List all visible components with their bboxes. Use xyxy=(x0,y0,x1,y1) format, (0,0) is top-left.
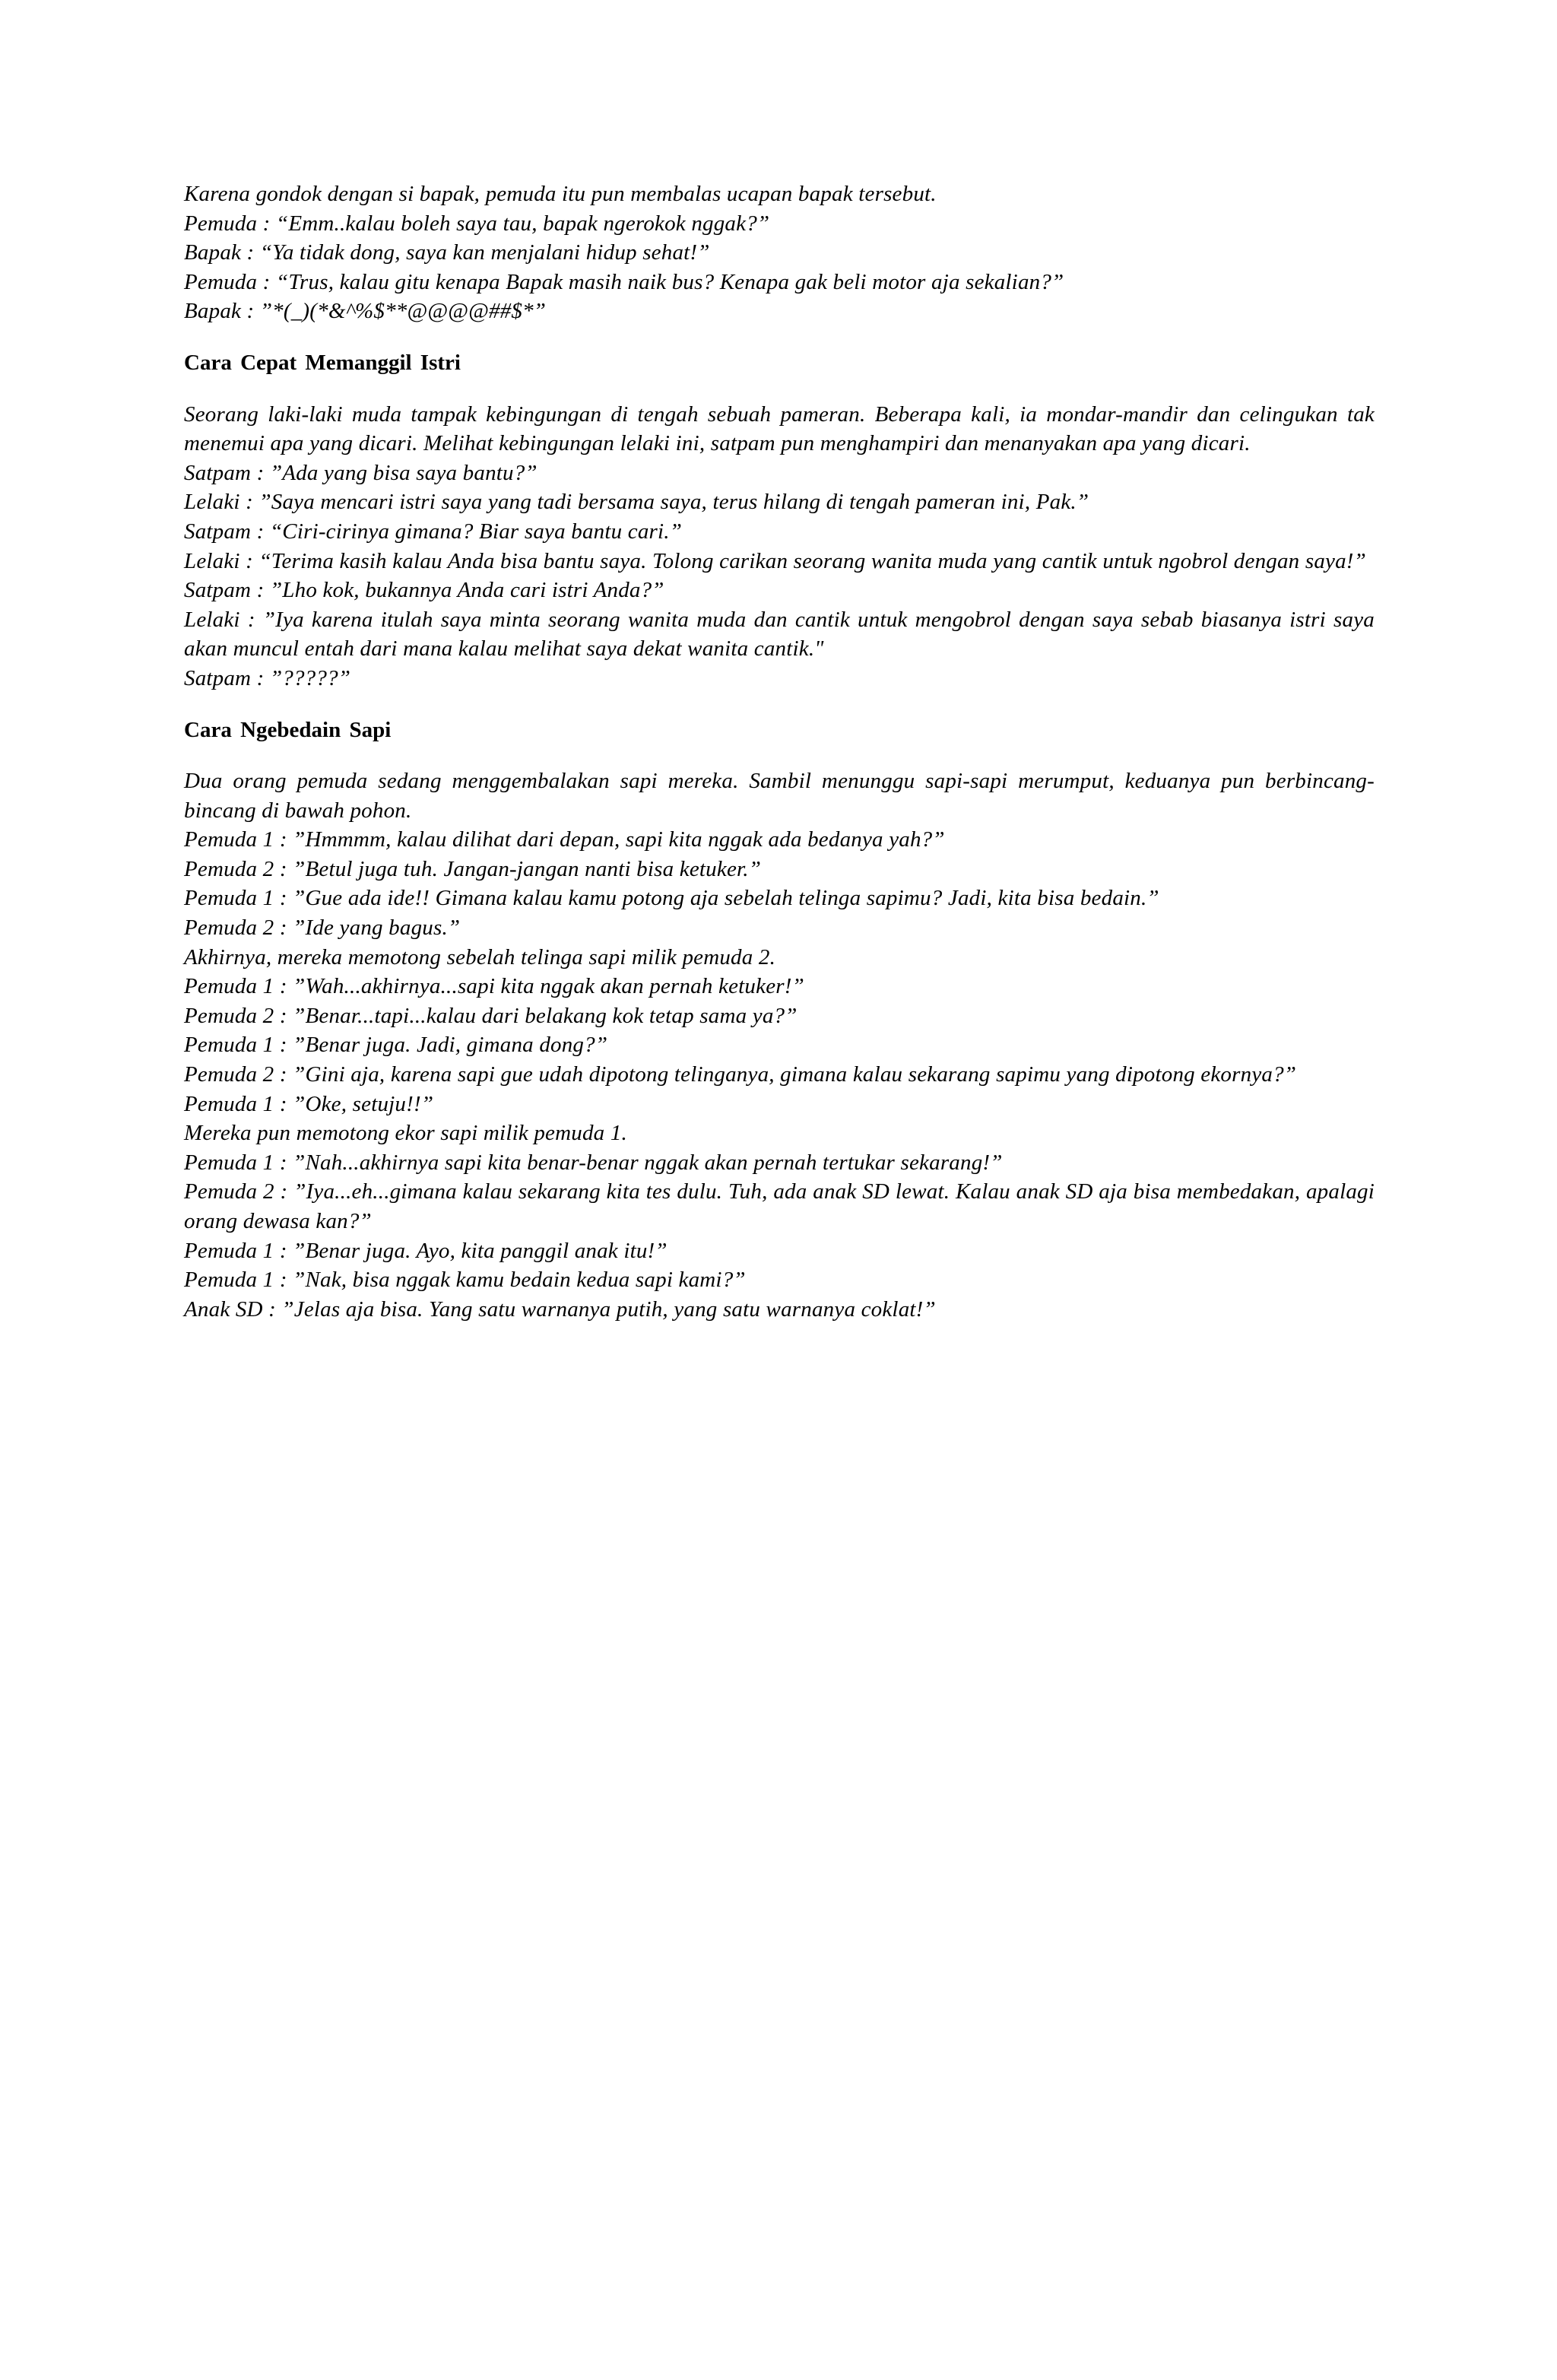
narration-paragraph: Seorang laki-laki muda tampak kebingungan di tengah sebuah pameran. Beberapa kali, ia mondar-mandir dan celingukan tak menemui apa yang dicari. Melihat kebingungan lelaki ini, satpam pun menghampiri dan menanyakan apa yang dicari. xyxy=(184,401,1375,456)
story-section-1 xyxy=(184,348,1375,693)
intro-section xyxy=(184,179,1375,326)
dialogue-line: Satpam : ”Ada yang bisa saya bantu?” xyxy=(184,460,537,485)
dialogue-line: Pemuda 1 : ”Oke, setuju!!” xyxy=(184,1091,434,1116)
dialogue-line: Pemuda 1 : ”Benar juga. Ayo, kita panggil anak itu!” xyxy=(184,1238,668,1263)
dialogue-line: Pemuda 1 : ”Benar juga. Jadi, gimana dong?” xyxy=(184,1033,608,1058)
document-page xyxy=(184,179,1375,1324)
dialogue-line: Pemuda 1 : ”Hmmmm, kalau dilihat dari depan, sapi kita nggak ada bedanya yah?” xyxy=(184,827,945,852)
spacer xyxy=(184,326,1375,348)
dialogue-line: Pemuda 1 : ”Gue ada ide!! Gimana kalau kamu potong aja sebelah telinga sapimu? Jadi, kita bisa bedain.” xyxy=(184,886,1159,911)
dialogue-line: Pemuda 1 : ”Nah...akhirnya sapi kita benar-benar nggak akan pernah tertukar sekarang!” xyxy=(184,1150,1003,1175)
dialogue-line: Pemuda : “Trus, kalau gitu kenapa Bapak masih naik bus? Kenapa gak beli motor aja sekalian?” xyxy=(184,269,1064,294)
dialogue-line: Karena gondok dengan si bapak, pemuda itu pun membalas ucapan bapak tersebut. xyxy=(184,182,937,206)
dialogue-paragraph: Lelaki : “Terima kasih kalau Anda bisa bantu saya. Tolong carikan seorang wanita muda yang cantik untuk ngobrol dengan saya!” xyxy=(184,548,1366,573)
dialogue-line: Anak SD : ”Jelas aja bisa. Yang satu warnanya putih, yang satu warnanya coklat!” xyxy=(184,1296,936,1322)
narration-line: Mereka pun memotong ekor sapi milik pemuda 1. xyxy=(184,1121,627,1146)
spacer xyxy=(184,744,1375,766)
dialogue-line: Pemuda : “Emm..kalau boleh saya tau, bapak ngerokok nggak?” xyxy=(184,211,770,236)
dialogue-line: Satpam : ”?????” xyxy=(184,665,351,690)
dialogue-line: Satpam : ”Lho kok, bukannya Anda cari istri Anda?” xyxy=(184,578,664,603)
dialogue-line: Lelaki : ”Saya mencari istri saya yang tadi bersama saya, terus hilang di tengah pameran ini, Pak.” xyxy=(184,490,1089,515)
narration-paragraph: Dua orang pemuda sedang menggembalakan sapi mereka. Sambil menunggu sapi-sapi merumput, keduanya pun berbincang-bincang di bawah pohon. xyxy=(184,769,1375,823)
section-heading: Cara Ngebedain Sapi xyxy=(184,717,392,742)
dialogue-line: Pemuda 2 : ”Betul juga tuh. Jangan-jangan nanti bisa ketuker.” xyxy=(184,856,762,881)
dialogue-line: Bapak : ”*(_)(*&^%$**@@@@##$*” xyxy=(184,299,547,324)
dialogue-line: Bapak : “Ya tidak dong, saya kan menjalani hidup sehat!” xyxy=(184,240,710,265)
dialogue-line: Pemuda 1 : ”Wah...akhirnya...sapi kita nggak akan pernah ketuker!” xyxy=(184,974,804,999)
dialogue-line: Pemuda 2 : ”Benar...tapi...kalau dari belakang kok tetap sama ya?” xyxy=(184,1003,798,1028)
dialogue-line: Pemuda 1 : ”Nak, bisa nggak kamu bedain kedua sapi kami?” xyxy=(184,1268,746,1293)
dialogue-line: Satpam : “Ciri-cirinya gimana? Biar saya bantu cari.” xyxy=(184,519,683,544)
spacer xyxy=(184,693,1375,716)
dialogue-paragraph: Lelaki : ”Iya karena itulah saya minta seorang wanita muda dan cantik untuk mengobrol dengan saya sebab biasanya istri saya akan muncul entah dari mana kalau melihat saya dekat wanita cantik." xyxy=(184,607,1375,662)
dialogue-line: Pemuda 2 : ”Ide yang bagus.” xyxy=(184,916,461,941)
dialogue-paragraph: Pemuda 2 : ”Iya...eh...gimana kalau sekarang kita tes dulu. Tuh, ada anak SD lewat. Kalau anak SD aja bisa membedakan, apalagi orang dewasa kan?” xyxy=(184,1179,1375,1233)
spacer xyxy=(184,378,1375,400)
section-heading: Cara Cepat Memanggil Istri xyxy=(184,350,461,375)
story-section-2 xyxy=(184,716,1375,1325)
dialogue-paragraph: Pemuda 2 : ”Gini aja, karena sapi gue udah dipotong telinganya, gimana kalau sekarang sapimu yang dipotong ekornya?” xyxy=(184,1062,1297,1087)
narration-line: Akhirnya, mereka memotong sebelah telinga sapi milik pemuda 2. xyxy=(184,944,776,969)
